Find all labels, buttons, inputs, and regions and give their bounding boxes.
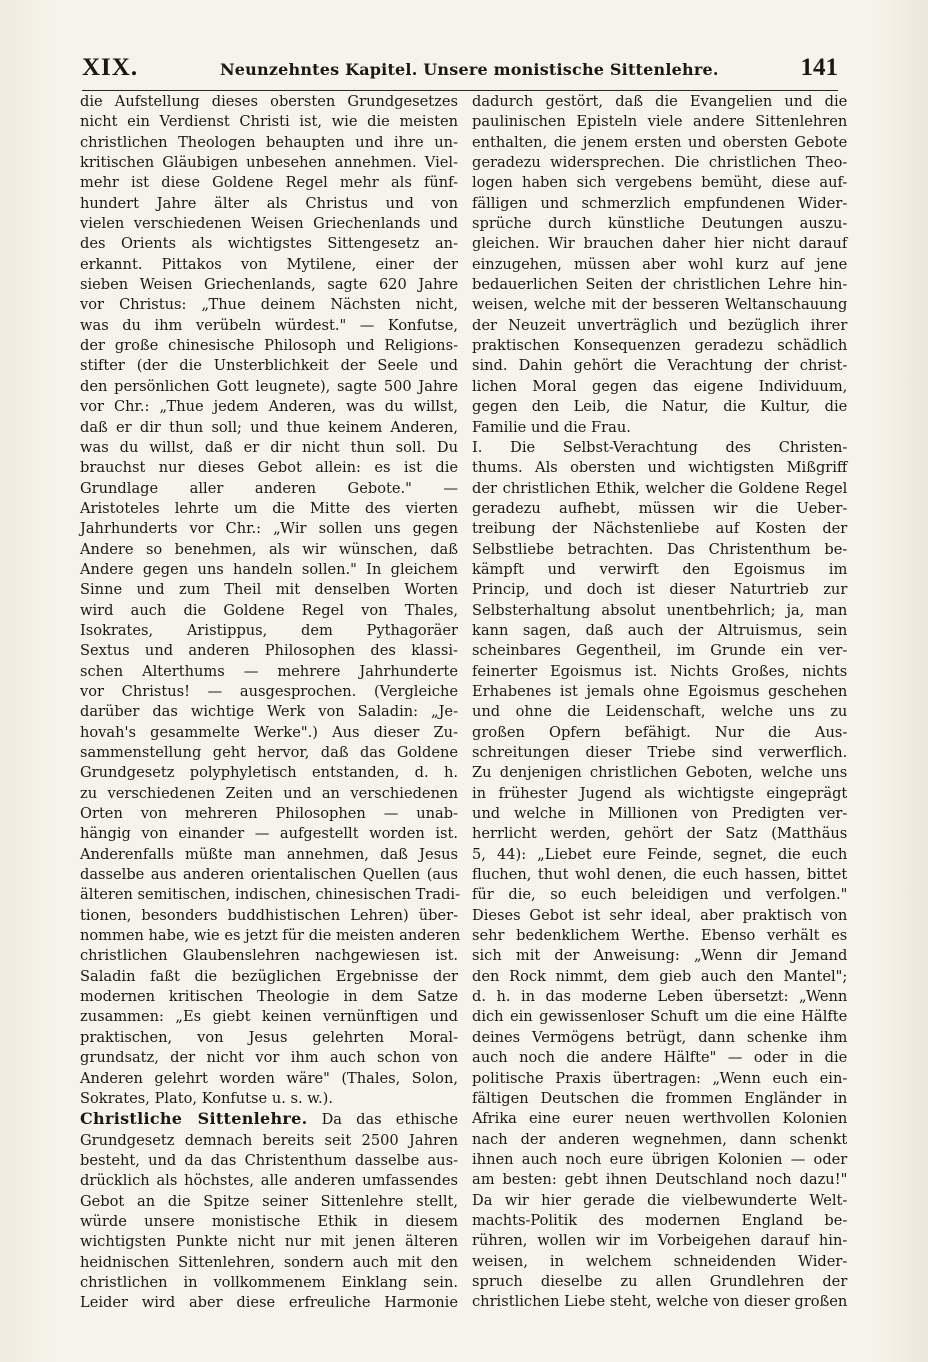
text-line: würde unsere monistische Ethik in diesem — [80, 1212, 458, 1230]
text-line: der Neuzeit unverträglich und bezüglich ihrer — [472, 316, 848, 334]
text-line: fältigen Deutschen die frommen Engländer in — [472, 1089, 848, 1107]
text-line: praktischen, von Jesus gelehrten Moral- — [80, 1028, 458, 1046]
text-line: Familie und die Frau. — [472, 418, 631, 436]
text-line: christlichen Theologen behaupten und ihre un- — [80, 133, 458, 151]
text-line: gleichen. Wir brauchen daher hier nicht darauf — [472, 235, 848, 253]
text-line: und welche in Millionen von Predigten ver- — [472, 805, 848, 823]
text-line: den persönlichen Gott leugnete), sagte 500 Jahre — [80, 377, 458, 395]
text-line: für die, so euch beleidigen und verfolgen." — [472, 886, 848, 904]
text-line: Saladin faßt die bezüglichen Ergebnisse der — [80, 967, 458, 985]
running-header — [82, 54, 838, 91]
running-title: Neunzehntes Kapitel. Unsere monistische Sittenlehre. — [219, 60, 719, 79]
text-line: Grundgesetz demnach bereits seit 2500 Jahren — [80, 1131, 458, 1149]
text-line: Selbstliebe betrachten. Das Christenthum be- — [472, 540, 848, 558]
text-line: rühren, wollen wir im Vorbeigehen darauf hin- — [472, 1232, 848, 1250]
left-column — [80, 92, 461, 1312]
text-line: politische Praxis übertragen: „Wenn euch ein- — [472, 1069, 848, 1087]
text-line: Zu denjenigen christlichen Geboten, welche uns — [472, 764, 848, 782]
text-line: grundsatz, der nicht vor ihm auch schon von — [80, 1049, 458, 1067]
text-line: vor Christus! — ausgesprochen. (Vergleiche — [80, 682, 458, 700]
text-line: ihnen auch noch eure übrigen Kolonien — oder — [472, 1150, 848, 1168]
text-line: lichen Moral gegen das eigene Individuum, — [472, 377, 848, 395]
section-heading: Christliche Sittenlehre. — [80, 1109, 308, 1129]
text-line: Anderenfalls müßte man annehmen, daß Jesus — [80, 845, 458, 863]
text-line: vor Christus: „Thue deinem Nächsten nicht, — [80, 296, 458, 314]
text-line: Sinne und zum Theil mit denselben Worten — [80, 581, 458, 599]
text-line: enthalten, die jenem ersten und obersten Gebote — [472, 133, 848, 151]
text-line: älteren semitischen, indischen, chinesischen Tradi- — [80, 886, 461, 904]
section-heading-line — [80, 1109, 458, 1130]
text-line: machts-Politik des modernen England be- — [472, 1211, 848, 1229]
text-line: vielen verschiedenen Weisen Griechenlands und — [80, 215, 458, 233]
text-line: nach der anderen wegnehmen, dann schenkt — [472, 1130, 848, 1148]
text-line: Anderen gelehrt worden wäre" (Thales, Solon, — [80, 1069, 458, 1087]
text-line: gegen den Leib, die Natur, die Kultur, die — [472, 398, 848, 416]
text-line: christlichen in vollkommenem Einklang sein. — [80, 1273, 458, 1291]
text-line: Afrika eine eurer neuen werthvollen Kolonien — [472, 1110, 848, 1128]
chapter-roman-numeral: XIX. — [82, 54, 139, 81]
text-line: herrlicht werden, gehört der Satz (Matthäus — [472, 825, 848, 843]
text-line: Gebot an die Spitze seiner Sittenlehre stellt, — [80, 1192, 458, 1210]
text-line: modernen kritischen Theologie in dem Satze — [80, 988, 458, 1006]
text-line: weisen, in welchem schneidenden Wider- — [472, 1252, 848, 1270]
text-line: vor Chr.: „Thue jedem Anderen, was du willst, — [80, 398, 458, 416]
right-column — [469, 92, 848, 1311]
text-line: mehr ist diese Goldene Regel mehr als fünf- — [80, 174, 458, 192]
text-line: erkannt. Pittakos von Mytilene, einer der — [80, 255, 458, 273]
text-line: scheinbares Gegentheil, im Grunde ein ver- — [472, 642, 848, 660]
text-line: Sokrates, Plato, Konfutse u. s. w.). — [80, 1089, 333, 1107]
text-line: Sextus und anderen Philosophen des klassi- — [80, 642, 458, 660]
text-columns — [80, 92, 848, 1312]
text-line: sich mit der Anweisung: „Wenn dir Jemand — [472, 947, 848, 965]
text-line: spruch dieselbe zu allen Grundlehren der — [472, 1272, 848, 1290]
text-line: weisen, welche mit der besseren Weltanschauung — [472, 296, 848, 314]
text-line: feinerter Egoismus ist. Nichts Großes, nichts — [472, 662, 848, 680]
text-line: kritischen Gläubigen unbesehen annehmen. Viel- — [80, 154, 458, 172]
text-line: dasselbe aus anderen orientalischen Quellen (aus — [80, 866, 458, 884]
text-line: geradezu widersprechen. Die christlichen Theo- — [472, 154, 848, 172]
text-line: 5, 44): „Liebet eure Feinde, segnet, die euch — [472, 845, 848, 863]
text-line: Erhabenes ist jemals ohne Egoismus geschehen — [472, 682, 848, 700]
text-line: hängig von einander — aufgestellt worden ist. — [80, 825, 458, 843]
text-line: Da wir hier gerade die vielbewunderte Welt- — [472, 1191, 848, 1209]
text-line: hovah's gesammelte Werke".) Aus dieser Zu- — [80, 723, 458, 741]
text-line: christlichen Glaubenslehren nachgewiesen ist. — [80, 947, 458, 965]
text-line: Aristoteles lehrte um die Mitte des vierten — [80, 499, 458, 517]
text-line: in frühester Jugend als wichtigste eingeprägt — [472, 784, 848, 802]
text-line: d. h. in das moderne Leben übersetzt: „Wenn — [472, 988, 848, 1006]
text-line: thums. Als obersten und wichtigsten Mißgriff — [472, 459, 848, 477]
text-line: nommen habe, wie es jetzt für die meisten anderen — [80, 927, 461, 945]
text-line: geradezu aufhebt, müssen wir die Ueber- — [472, 499, 848, 517]
text-line: zu verschiedenen Zeiten und an verschiedenen — [80, 784, 458, 802]
text-line: und ohne die Leidenschaft, welche uns zu — [472, 703, 848, 721]
text-line: nicht ein Verdienst Christi ist, wie die meisten — [80, 113, 458, 131]
text-line: Leider wird aber diese erfreuliche Harmonie — [80, 1294, 458, 1312]
page-number: 141 — [800, 54, 838, 81]
text-line: stifter (der die Unsterblichkeit der Seele und — [80, 357, 458, 375]
text-line: sind. Dahin gehört die Verachtung der christ- — [472, 357, 848, 375]
text-line: paulinischen Episteln viele andere Sittenlehren — [472, 113, 848, 131]
text-line: bedauerlichen Seiten der christlichen Lehre hin- — [472, 276, 848, 294]
text-line: Jahrhunderts vor Chr.: „Wir sollen uns gegen — [80, 520, 458, 538]
text-line: am besten: gebt ihnen Deutschland noch dazu!" — [472, 1171, 848, 1189]
text-line: sprüche durch künstliche Deutungen auszu- — [472, 215, 848, 233]
text-line: des Orients als wichtigstes Sittengesetz an- — [80, 235, 458, 253]
text-line: sehr bedenklichem Werthe. Ebenso verhält es — [472, 927, 848, 945]
text-line: dadurch gestört, daß die Evangelien und die — [472, 93, 848, 110]
text-line: wichtigsten Punkte nicht nur mit jenen älteren — [80, 1233, 458, 1251]
text-line: auch noch die andere Hälfte" — oder in die — [472, 1049, 848, 1067]
text-line: Dieses Gebot ist sehr ideal, aber praktisch von — [472, 906, 848, 924]
text-line: was du ihm verübeln würdest." — Konfutse, — [80, 316, 458, 334]
text-line: Isokrates, Aristippus, dem Pythagoräer — [80, 621, 458, 639]
text-line: der christlichen Ethik, welcher die Goldene Regel — [472, 479, 848, 497]
text-line: Grundgesetz polyphyletisch entstanden, d. h. — [80, 764, 458, 782]
text-line: heidnischen Sittenlehren, sondern auch mit den — [80, 1253, 458, 1271]
text-line: drücklich als höchstes, alle anderen umfassendes — [80, 1172, 458, 1190]
text-line: Princip, und doch ist dieser Naturtrieb zur — [472, 581, 848, 599]
text-line: der große chinesische Philosoph und Religions- — [80, 337, 458, 355]
heading-tail-text: Da das ethische — [307, 1111, 458, 1129]
text-line: tionen, besonders buddhistischen Lehren) über- — [80, 906, 458, 924]
text-line: schreitungen dieser Triebe sind verwerflich. — [472, 744, 848, 761]
text-line: Selbsterhaltung absolut unentbehrlich; ja, man — [472, 601, 848, 619]
text-line: einzugehen, müssen aber wohl kurz auf jene — [472, 255, 848, 273]
text-line: wird auch die Goldene Regel von Thales, — [80, 601, 458, 619]
text-line: hundert Jahre älter als Christus und von — [80, 194, 458, 212]
text-line: kann sagen, daß auch der Altruismus, sein — [472, 621, 848, 639]
text-line: fluchen, thut wohl denen, die euch hassen, bittet — [472, 866, 848, 884]
text-line: brauchst nur dieses Gebot allein: es ist die — [80, 459, 458, 477]
text-line: sieben Weisen Griechenlands, sagte 620 Jahre — [80, 276, 458, 294]
text-line: zusammen: „Es giebt keinen vernünftigen und — [80, 1008, 458, 1026]
text-line: Andere so benehmen, als wir wünschen, daß — [80, 540, 458, 558]
text-line: fälligen und schmerzlich empfundenen Wider- — [472, 194, 848, 212]
text-line: deines Vermögens betrügt, dann schenke ihm — [472, 1028, 848, 1046]
text-line: kämpft und verwirft den Egoismus im — [472, 560, 848, 578]
text-line: treibung der Nächstenliebe auf Kosten der — [472, 520, 848, 538]
text-line: Grundlage aller anderen Gebote." — — [80, 479, 458, 497]
text-line: großen Opfern befähigt. Nur die Aus- — [472, 723, 848, 741]
text-line: dich ein gewissenloser Schuft um die eine Hälfte — [472, 1008, 848, 1026]
text-line: die Aufstellung dieses obersten Grundgesetzes — [80, 93, 458, 110]
text-line: Andere gegen uns handeln sollen." In gleichem — [80, 560, 458, 578]
text-line: besteht, und da das Christenthum dasselbe aus- — [80, 1151, 458, 1169]
text-line: darüber das wichtige Werk von Saladin: „Je- — [80, 703, 458, 721]
text-line: den Rock nimmt, dem gieb auch den Mantel"; — [472, 967, 848, 985]
text-line: was du willst, daß er dir nicht thun soll. Du — [80, 438, 458, 456]
text-line: logen haben sich vergebens bemüht, diese auf- — [472, 174, 848, 192]
text-line: sammenstellung geht hervor, daß das Goldene — [80, 744, 458, 761]
text-line: I. Die Selbst-Verachtung des Christen- — [472, 438, 848, 456]
text-line: daß er dir thun soll; und thue keinem Anderen, — [80, 418, 458, 436]
text-line: christlichen Liebe steht, welche von dieser großen — [472, 1293, 848, 1311]
text-line: praktischen Konsequenzen geradezu schädlich — [472, 337, 848, 355]
text-line: schen Alterthums — mehrere Jahrhunderte — [80, 662, 458, 680]
text-line: Orten von mehreren Philosophen — unab- — [80, 805, 458, 823]
